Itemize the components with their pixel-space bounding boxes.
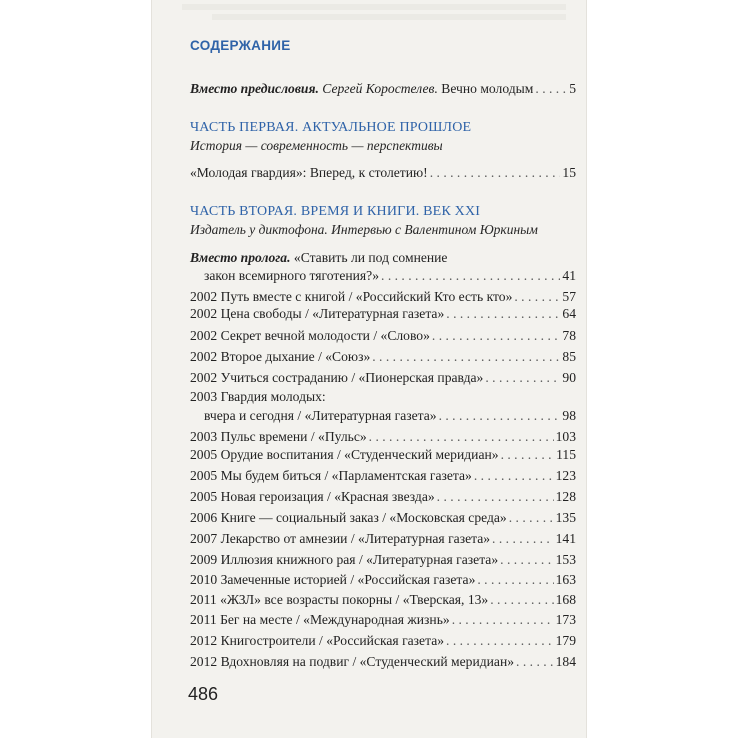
part-two-subtitle: Издатель у диктофона. Интервью с Валентином Юркиным xyxy=(190,222,538,237)
entry-text: 2006 Книге — социальный заказ / «Московская среда» xyxy=(190,510,507,525)
entry-text: 2005 Мы будем биться / «Парламентская газета» xyxy=(190,468,472,483)
page-ref: 90 xyxy=(562,370,576,385)
toc-entry[interactable] xyxy=(190,328,576,346)
entry-text: 2002 Учиться состраданию / «Пионерская правда» xyxy=(190,370,484,385)
entry-text: 2002 Второе дыхание / «Союз» xyxy=(190,349,371,364)
book-page xyxy=(152,0,586,738)
toc-entry[interactable] xyxy=(190,612,576,630)
dot-leader xyxy=(485,370,560,386)
toc-entry[interactable] xyxy=(190,429,576,447)
dot-leader xyxy=(492,531,554,547)
page-ref: 135 xyxy=(555,510,576,525)
page-ref: 179 xyxy=(555,633,576,648)
dot-leader xyxy=(446,306,560,322)
toc-entry[interactable] xyxy=(190,349,576,367)
dot-leader xyxy=(501,447,555,463)
toc-entry[interactable] xyxy=(190,289,576,307)
prologue-line-1[interactable] xyxy=(190,250,447,266)
toc-entry-preface[interactable] xyxy=(190,81,576,99)
toc-entry-prologue[interactable] xyxy=(204,268,576,286)
dot-leader xyxy=(430,165,561,181)
page-ref: 98 xyxy=(562,408,576,423)
entry-text: 2010 Замеченные историей / «Российская газета» xyxy=(190,572,476,587)
bleed-through-text xyxy=(212,14,566,20)
page-ref: 163 xyxy=(555,572,576,587)
page-ref: 184 xyxy=(555,654,576,669)
page-ref: 5 xyxy=(569,81,576,96)
entry-text: 2007 Лекарство от амнезии / «Литературная газета» xyxy=(190,531,491,546)
toc-entry[interactable] xyxy=(190,510,576,528)
preface-label: Вместо предисловия. xyxy=(190,81,319,96)
dot-leader xyxy=(439,408,561,424)
page-ref: 123 xyxy=(555,468,576,483)
entry-text: вчера и сегодня / «Литературная газета» xyxy=(204,408,437,423)
toc-entry[interactable] xyxy=(190,592,576,610)
part-one-title: ЧАСТЬ ПЕРВАЯ. АКТУАЛЬНОЕ ПРОШЛОЕ xyxy=(190,120,472,135)
page-ref: 168 xyxy=(555,592,576,607)
page-ref: 78 xyxy=(562,328,576,343)
dot-leader xyxy=(490,592,553,608)
part-two-title: ЧАСТЬ ВТОРАЯ. ВРЕМЯ И КНИГИ. ВЕК XXI xyxy=(190,204,481,219)
page-ref: 115 xyxy=(556,447,576,462)
toc-entry[interactable] xyxy=(190,468,576,486)
prologue-label: Вместо пролога. xyxy=(190,250,291,265)
dot-leader xyxy=(381,268,560,284)
toc-entry[interactable] xyxy=(190,531,576,549)
dot-leader xyxy=(500,552,553,568)
entry-text: 2002 Секрет вечной молодости / «Слово» xyxy=(190,328,430,343)
page-ref: 64 xyxy=(562,306,576,321)
page-ref: 57 xyxy=(562,289,576,304)
toc-title: СОДЕРЖАНИЕ xyxy=(190,38,291,53)
toc-entry-line-1[interactable]: 2003 Гвардия молодых: xyxy=(190,389,326,404)
entry-text: 2005 Орудие воспитания / «Студенческий меридиан» xyxy=(190,447,499,462)
toc-entry[interactable] xyxy=(190,165,576,183)
page-ref: 128 xyxy=(555,489,576,504)
dot-leader xyxy=(369,429,554,445)
page-ref: 141 xyxy=(555,531,576,546)
dot-leader xyxy=(432,328,561,344)
dot-leader xyxy=(514,289,560,305)
prologue-title-2: закон всемирного тяготения?» xyxy=(204,268,380,283)
dot-leader xyxy=(452,612,554,628)
entry-text: 2002 Цена свободы / «Литературная газета» xyxy=(190,306,445,321)
preface-title: Вечно молодым xyxy=(441,81,534,96)
entry-text: 2012 Вдохновляя на подвиг / «Студенческий меридиан» xyxy=(190,654,515,669)
page-ref: 41 xyxy=(562,268,576,283)
toc-entry[interactable] xyxy=(190,370,576,388)
entry-text: 2011 «ЖЗЛ» все возрасты покорны / «Тверская, 13» xyxy=(190,592,489,607)
toc-entry[interactable] xyxy=(190,633,576,651)
page-ref: 15 xyxy=(562,165,576,180)
page-ref: 173 xyxy=(555,612,576,627)
dot-leader xyxy=(446,633,554,649)
toc-entry[interactable] xyxy=(190,572,576,590)
prologue-title-1: «Ставить ли под сомнение xyxy=(293,250,448,265)
dot-leader xyxy=(477,572,553,588)
dot-leader xyxy=(535,81,567,97)
entry-text: 2003 Пульс времени / «Пульс» xyxy=(190,429,367,444)
dot-leader xyxy=(437,489,554,505)
entry-text: 2002 Путь вместе с книгой / «Российский Кто есть кто» xyxy=(190,289,513,304)
entry-text: 2012 Книгостроители / «Российская газета» xyxy=(190,633,445,648)
page-ref: 103 xyxy=(555,429,576,444)
page-number: 486 xyxy=(188,684,219,704)
entry-text: 2005 Новая героизация / «Красная звезда» xyxy=(190,489,435,504)
dot-leader xyxy=(516,654,554,670)
dot-leader xyxy=(509,510,554,526)
bleed-through-text xyxy=(182,4,566,10)
entry-text: 2009 Иллюзия книжного рая / «Литературная газета» xyxy=(190,552,499,567)
preface-author: Сергей Коростелев. xyxy=(322,81,438,96)
toc-entry[interactable] xyxy=(190,654,576,672)
toc-entry[interactable] xyxy=(190,489,576,507)
entry-text: «Молодая гвардия»: Вперед, к столетию! xyxy=(190,165,428,180)
toc-entry[interactable] xyxy=(204,408,576,426)
page-ref: 85 xyxy=(562,349,576,364)
entry-text: 2011 Бег на месте / «Международная жизнь» xyxy=(190,612,450,627)
toc-entry[interactable] xyxy=(190,552,576,570)
dot-leader xyxy=(372,349,560,365)
toc-entry[interactable] xyxy=(190,447,576,465)
dot-leader xyxy=(474,468,554,484)
part-one-subtitle: История — современность — перспективы xyxy=(190,138,443,153)
page-ref: 153 xyxy=(555,552,576,567)
toc-entry[interactable] xyxy=(190,306,576,324)
